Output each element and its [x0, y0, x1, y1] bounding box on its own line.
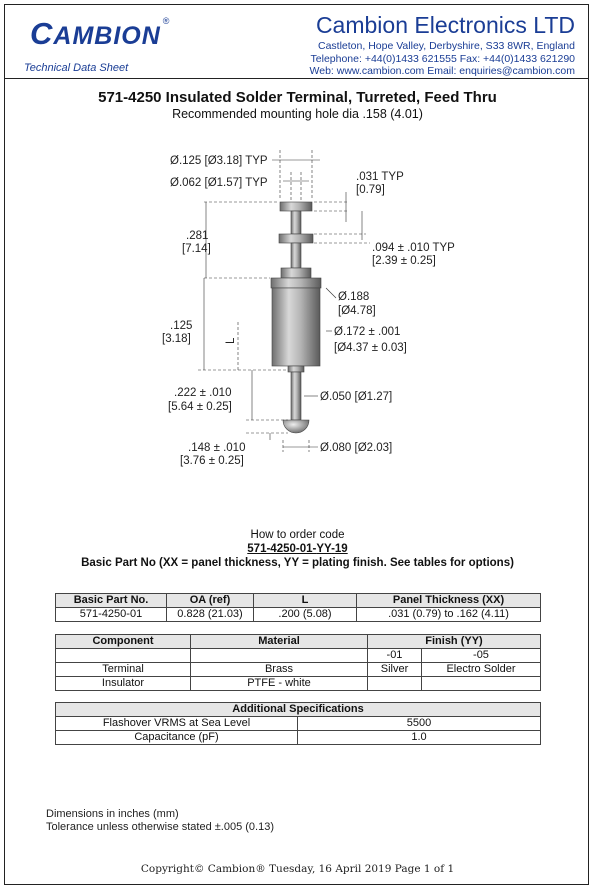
col-additional-specs: Additional Specifications — [56, 703, 541, 717]
cell-component: Insulator — [56, 677, 191, 691]
dim-dia-188-mm: [Ø4.78] — [338, 305, 376, 317]
table-row — [56, 717, 541, 731]
footnotes — [46, 808, 274, 834]
col-panel-thickness: Panel Thickness (XX) — [357, 594, 541, 608]
order-code-19: 19 — [334, 543, 348, 555]
cell-finish-01: Silver — [368, 663, 422, 677]
specs-table-header — [56, 703, 541, 717]
dim-031: .031 TYP — [356, 171, 404, 183]
cell-spec-name: Flashover VRMS at Sea Level — [56, 717, 298, 731]
specs-table — [55, 702, 541, 745]
dim-148: .148 ± .010 — [188, 442, 246, 454]
dim-dia-050: Ø.050 [Ø1.27] — [320, 391, 393, 403]
part-table — [55, 593, 541, 622]
page-title: 571-4250 Insulated Solder Terminal, Turreted, Feed Thru — [98, 89, 497, 106]
dim-094-mm: [2.39 ± 0.25] — [372, 255, 436, 267]
cambion-logo: CAMBION® — [30, 16, 171, 51]
dim-031-mm: [0.79] — [356, 184, 385, 196]
col-material: Material — [191, 635, 368, 649]
material-table-header — [56, 635, 541, 649]
units-note: Dimensions in inches (mm) — [46, 808, 179, 820]
dim-dia-125: Ø.125 [Ø3.18] TYP — [170, 155, 268, 167]
tolerance-note: Tolerance unless otherwise stated ±.005 (0.13) — [46, 821, 274, 833]
blank-cell — [56, 649, 191, 663]
col-l: L — [254, 594, 357, 608]
order-note: Basic Part No (XX = panel thickness, YY = plating finish. See tables for options) — [81, 557, 514, 569]
page-subtitle: Recommended mounting hole dia .158 (4.01) — [172, 107, 423, 121]
order-code-dash: - — [331, 543, 335, 555]
order-code — [0, 542, 595, 556]
dim-dia-172: Ø.172 ± .001 — [334, 326, 401, 338]
address-line: Castleton, Hope Valley, Derbyshire, S33 8WR, England — [318, 40, 575, 52]
dim-094: .094 ± .010 TYP — [372, 242, 455, 254]
cell-material: PTFE - white — [191, 677, 368, 691]
cell-l: .200 (5.08) — [254, 608, 357, 622]
cell-spec-value: 5500 — [298, 717, 541, 731]
dim-dia-172-mm: [Ø4.37 ± 0.03] — [334, 342, 407, 354]
copyright: Copyright© Cambion® Tuesday, 16 April 2019 Page 1 of 1 — [140, 863, 455, 875]
dim-label-L: L — [225, 337, 237, 344]
order-code-yy: YY — [316, 543, 332, 555]
cell-material: Brass — [191, 663, 368, 677]
dim-222: .222 ± .010 — [174, 387, 232, 399]
cell-part-no: 571-4250-01 — [56, 608, 167, 622]
part-table-header — [56, 594, 541, 608]
dim-281: .281 — [186, 230, 209, 242]
dim-dia-188: Ø.188 — [338, 291, 370, 303]
cell-component: Terminal — [56, 663, 191, 677]
order-heading: How to order code — [250, 529, 345, 541]
phone-line: Telephone: +44(0)1433 621555 Fax: +44(0)1433 621290 — [310, 52, 575, 65]
table-row — [56, 677, 541, 691]
finish-code-01: -01 — [368, 649, 422, 663]
col-basic-part: Basic Part No. — [56, 594, 167, 608]
cell-oa: 0.828 (21.03) — [167, 608, 254, 622]
cell-spec-value: 1.0 — [298, 731, 541, 745]
material-table — [55, 634, 541, 691]
company-name: Cambion Electronics LTD — [315, 12, 575, 38]
table-row — [56, 608, 541, 622]
cell-finish-01 — [368, 677, 422, 691]
cell-spec-name: Capacitance (pF) — [56, 731, 298, 745]
dim-dia-080: Ø.080 [Ø2.03] — [320, 442, 393, 454]
web-line: Web: www.cambion.com Email: enquiries@cambion.com — [309, 65, 575, 77]
order-code-block — [0, 528, 595, 570]
order-code-base: 571-4250-01- — [247, 543, 317, 555]
cell-finish-05: Electro Solder — [421, 663, 540, 677]
dim-dia-062: Ø.062 [Ø1.57] TYP — [170, 177, 268, 189]
table-row — [56, 663, 541, 677]
dim-222-mm: [5.64 ± 0.25] — [168, 401, 232, 413]
table-row — [56, 731, 541, 745]
col-component: Component — [56, 635, 191, 649]
terminal-part — [271, 202, 321, 433]
dim-281-mm: [7.14] — [182, 243, 211, 255]
cell-panel: .031 (0.79) to .162 (4.11) — [357, 608, 541, 622]
cell-finish-05 — [421, 677, 540, 691]
col-finish: Finish (YY) — [368, 635, 541, 649]
finish-code-05: -05 — [421, 649, 540, 663]
dim-148-mm: [3.76 ± 0.25] — [180, 455, 244, 467]
col-oa: OA (ref) — [167, 594, 254, 608]
dim-125-mm: [3.18] — [162, 333, 191, 345]
dim-125: .125 — [170, 320, 193, 332]
blank-cell — [191, 649, 368, 663]
doc-type-label: Technical Data Sheet — [24, 62, 129, 74]
finish-code-row — [56, 649, 541, 663]
